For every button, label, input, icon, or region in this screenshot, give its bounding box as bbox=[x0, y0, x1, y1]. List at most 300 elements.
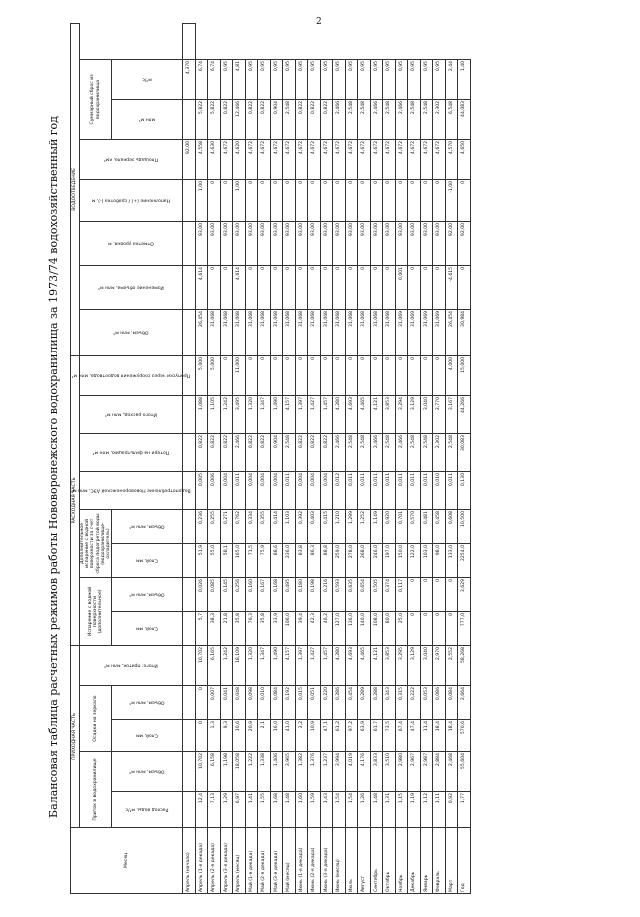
value-cell: 46,2 bbox=[320, 611, 333, 645]
table-row bbox=[345, 23, 358, 893]
water-discharge-header: ВОДООТВЕДЕНИЕ bbox=[71, 23, 80, 355]
value-cell: 5,000 bbox=[195, 355, 208, 395]
value-cell: 31,068 bbox=[270, 309, 283, 355]
total-discharge-header: Суммарный сброс из водохранилища bbox=[80, 59, 112, 139]
value-cell: 4,672 bbox=[245, 139, 258, 179]
value-cell bbox=[183, 99, 196, 139]
value-cell: 1,252 bbox=[358, 509, 371, 543]
value-cell: 4,620 bbox=[233, 139, 246, 179]
value-cell: 0 bbox=[395, 179, 408, 221]
value-cell: 1,088 bbox=[195, 395, 208, 433]
table-row bbox=[233, 23, 246, 893]
value-cell: 0,95 bbox=[333, 59, 346, 99]
table-row bbox=[258, 23, 271, 893]
value-cell: 0 bbox=[358, 265, 371, 309]
value-cell: 18,4 bbox=[433, 720, 446, 752]
month-cell: Май (3-я декада) bbox=[270, 828, 283, 894]
value-cell: 4,370 bbox=[183, 59, 196, 99]
value-cell: 0,048 bbox=[233, 686, 246, 720]
value-cell: 93,00 bbox=[308, 221, 321, 265]
value-cell: 93,00 bbox=[245, 221, 258, 265]
value-cell: 0,593 bbox=[333, 577, 346, 611]
value-cell: 2,466 bbox=[333, 99, 346, 139]
month-cell: Август bbox=[358, 828, 371, 894]
value-cell: 31,068 bbox=[258, 309, 271, 355]
value-cell: 4,465 bbox=[358, 645, 371, 685]
value-cell: 0,403 bbox=[308, 509, 321, 543]
value-cell: 0,026 bbox=[195, 577, 208, 611]
value-cell: 93,00 bbox=[358, 221, 371, 265]
value-cell: 0,145 bbox=[220, 577, 233, 611]
value-cell: 1,320 bbox=[245, 395, 258, 433]
filtration-header: Потери на фильтрацию, млн м³ bbox=[80, 433, 183, 471]
value-cell: 1,222 bbox=[245, 752, 258, 792]
value-cell: 35,8 bbox=[233, 611, 246, 645]
value-cell: 76,3 bbox=[245, 611, 258, 645]
month-cell: Июнь (3-я декада) bbox=[320, 828, 333, 894]
inflow-volume-header: Объем, млн м³ bbox=[112, 752, 183, 792]
value-cell: 0,414 bbox=[270, 509, 283, 543]
value-cell: 3,129 bbox=[408, 645, 421, 685]
value-cell: 44,083 bbox=[458, 99, 471, 139]
value-cell bbox=[183, 645, 196, 685]
value-cell: 0,167 bbox=[258, 577, 271, 611]
month-cell: Апрель (начало) bbox=[183, 828, 196, 894]
value-cell: 0,95 bbox=[370, 59, 383, 99]
value-cell: 0 bbox=[420, 179, 433, 221]
value-cell: 88,6 bbox=[270, 543, 283, 577]
value-cell: 31,068 bbox=[320, 309, 333, 355]
value-cell: 58,268 bbox=[458, 645, 471, 685]
value-cell: 0,084 bbox=[270, 686, 283, 720]
value-cell: 0,004 bbox=[258, 471, 271, 509]
value-cell: 1,00 bbox=[195, 179, 208, 221]
value-cell: 0,004 bbox=[220, 471, 233, 509]
value-cell: 31,068 bbox=[220, 309, 233, 355]
value-cell: 0 bbox=[408, 179, 421, 221]
value-cell: 0,343 bbox=[383, 686, 396, 720]
value-cell: 4,630 bbox=[208, 139, 221, 179]
value-cell: 30,984 bbox=[458, 309, 471, 355]
value-cell: 0,822 bbox=[258, 433, 271, 471]
value-cell: 0 bbox=[408, 611, 421, 645]
value-cell: 0,374 bbox=[383, 577, 396, 611]
value-cell: 1,48 bbox=[370, 792, 383, 828]
value-cell: 3,2 bbox=[295, 720, 308, 752]
value-cell: 2,302 bbox=[433, 99, 446, 139]
evap-layer-header: Слой, мм bbox=[112, 611, 183, 645]
value-cell: 0 bbox=[420, 265, 433, 309]
value-cell: 3,994 bbox=[333, 752, 346, 792]
value-cell: 93,00 bbox=[320, 221, 333, 265]
value-cell: 3,853 bbox=[383, 395, 396, 433]
value-cell: 42,3 bbox=[308, 611, 321, 645]
value-cell bbox=[183, 433, 196, 471]
value-cell: 0,011 bbox=[233, 471, 246, 509]
value-cell: 93,00 bbox=[295, 221, 308, 265]
value-cell: 0 bbox=[283, 355, 296, 395]
value-cell: 86,3 bbox=[308, 543, 321, 577]
value-cell: 15,000 bbox=[458, 355, 471, 395]
value-cell: 0,822 bbox=[295, 99, 308, 139]
value-cell: 278,0 bbox=[345, 543, 358, 577]
value-cell: 5,000 bbox=[208, 355, 221, 395]
recharge-header: Расход воды, м³/с bbox=[112, 792, 183, 828]
value-cell: 4,672 bbox=[433, 139, 446, 179]
value-cell: 0,015 bbox=[295, 686, 308, 720]
value-cell: 6,158 bbox=[208, 752, 221, 792]
value-cell: 0 bbox=[383, 179, 396, 221]
level-header: Отметка уровня, м bbox=[80, 221, 183, 265]
extra-volume-header: Объем, млн м³ bbox=[112, 509, 183, 543]
value-cell: 0 bbox=[433, 265, 446, 309]
value-cell: 0,95 bbox=[270, 59, 283, 99]
value-cell: 0,334 bbox=[245, 509, 258, 543]
value-cell: 1,11 bbox=[433, 792, 446, 828]
value-cell: 0 bbox=[345, 265, 358, 309]
value-cell: 93,00 bbox=[370, 221, 383, 265]
month-cell: Июль bbox=[345, 828, 358, 894]
value-cell: 31,068 bbox=[208, 309, 221, 355]
value-cell: 0,92 bbox=[445, 792, 458, 828]
value-cell: 0 bbox=[258, 265, 271, 309]
value-cell: 268,0 bbox=[358, 543, 371, 577]
value-cell: 0,004 bbox=[308, 471, 321, 509]
value-cell: 0 bbox=[445, 577, 458, 611]
precip-volume-header: Объем, млн м³ bbox=[112, 686, 183, 720]
value-cell: 1,406 bbox=[270, 752, 283, 792]
table-row bbox=[420, 23, 433, 893]
value-cell: 88,8 bbox=[320, 543, 333, 577]
value-cell: 31,068 bbox=[295, 309, 308, 355]
value-cell: 26,454 bbox=[445, 309, 458, 355]
value-cell: 0,95 bbox=[345, 59, 358, 99]
value-cell: 259,0 bbox=[333, 543, 346, 577]
extra-evap-header: Дополнительное испарение с водной поверхности за счет сброса подогретой воды (водохранилище-охладитель) bbox=[80, 509, 112, 577]
table-row bbox=[195, 23, 208, 893]
value-cell: 3,295 bbox=[395, 645, 408, 685]
value-cell: 0,822 bbox=[195, 433, 208, 471]
value-cell: 4,157 bbox=[283, 395, 296, 433]
value-cell: 0,053 bbox=[420, 686, 433, 720]
value-cell bbox=[183, 509, 196, 543]
value-cell: 73,5 bbox=[383, 720, 396, 752]
value-cell: 0,084 bbox=[445, 686, 458, 720]
value-cell: 1,26 bbox=[358, 792, 371, 828]
value-cell: 0,95 bbox=[258, 59, 271, 99]
value-cell: 0,192 bbox=[283, 686, 296, 720]
value-cell: 0,004 bbox=[295, 471, 308, 509]
value-cell: 2,548 bbox=[420, 99, 433, 139]
value-cell: 41,0 bbox=[283, 720, 296, 752]
value-cell: 93,00 bbox=[258, 221, 271, 265]
value-cell: 2,548 bbox=[358, 99, 371, 139]
value-cell: 2,466 bbox=[370, 433, 383, 471]
value-cell: 0,010 bbox=[433, 471, 446, 509]
value-cell: 0 bbox=[283, 179, 296, 221]
value-cell: -4,615 bbox=[445, 265, 458, 309]
value-cell: 0 bbox=[458, 179, 471, 221]
value-cell: 0,286 bbox=[333, 686, 346, 720]
value-cell: 1,427 bbox=[308, 395, 321, 433]
value-cell: 1,103 bbox=[283, 509, 296, 543]
value-cell: 0,822 bbox=[308, 433, 321, 471]
value-cell: 30,083 bbox=[458, 433, 471, 471]
value-cell: 2,44 bbox=[445, 59, 458, 99]
value-cell: 1,242 bbox=[220, 645, 233, 685]
value-cell: 10,500 bbox=[458, 509, 471, 543]
value-cell: 0 bbox=[195, 720, 208, 752]
value-cell: 0 bbox=[395, 355, 408, 395]
value-cell: 4,672 bbox=[295, 139, 308, 179]
value-cell: 0,004 bbox=[270, 471, 283, 509]
value-cell bbox=[183, 752, 196, 792]
value-cell bbox=[183, 543, 196, 577]
total-out-header: Итого расход, млн м³ bbox=[80, 395, 183, 433]
value-cell: 2,548 bbox=[283, 99, 296, 139]
value-cell: 93,00 bbox=[195, 221, 208, 265]
value-cell: 10,702 bbox=[195, 645, 208, 685]
value-cell: 0 bbox=[408, 577, 421, 611]
value-cell: 197,0 bbox=[383, 543, 396, 577]
value-cell: 0,95 bbox=[308, 59, 321, 99]
table-row bbox=[283, 23, 296, 893]
value-cell: 71,5 bbox=[245, 543, 258, 577]
value-cell: 31,068 bbox=[370, 309, 383, 355]
value-cell: 0,570 bbox=[408, 509, 421, 543]
value-cell: 0,216 bbox=[320, 577, 333, 611]
value-cell: 2254,0 bbox=[458, 543, 471, 577]
value-cell: 0,315 bbox=[395, 686, 408, 720]
value-cell bbox=[183, 720, 196, 752]
table-row bbox=[295, 23, 308, 893]
value-cell: 3,965 bbox=[283, 752, 296, 792]
value-cell: 1,457 bbox=[320, 645, 333, 685]
value-cell: 0,355 bbox=[258, 509, 271, 543]
value-cell: 0 bbox=[308, 355, 321, 395]
value-cell: 133,0 bbox=[445, 543, 458, 577]
value-cell: 0,392 bbox=[295, 509, 308, 543]
value-cell: 0,95 bbox=[295, 59, 308, 99]
flow-volume-header: Объем, млн м³ bbox=[80, 309, 183, 355]
value-cell: 2,548 bbox=[345, 99, 358, 139]
value-cell: 2,967 bbox=[408, 752, 421, 792]
value-cell: 0,95 bbox=[245, 59, 258, 99]
value-cell: 1,12 bbox=[420, 792, 433, 828]
value-cell: 0 bbox=[420, 355, 433, 395]
value-cell: 0,822 bbox=[320, 99, 333, 139]
value-cell: 31,068 bbox=[245, 309, 258, 355]
value-cell: 2,987 bbox=[420, 752, 433, 792]
value-cell: 2,466 bbox=[333, 433, 346, 471]
value-cell: 4,157 bbox=[283, 645, 296, 685]
value-cell: 31,068 bbox=[383, 309, 396, 355]
value-cell: 9,3 bbox=[220, 720, 233, 752]
value-cell: 0,160 bbox=[245, 577, 258, 611]
value-cell: 1,347 bbox=[258, 645, 271, 685]
value-cell: 67,4 bbox=[395, 720, 408, 752]
value-cell: 0,007 bbox=[208, 686, 221, 720]
value-cell: 0 bbox=[370, 179, 383, 221]
value-cell: 4,558 bbox=[195, 139, 208, 179]
value-cell: 3,040 bbox=[420, 645, 433, 685]
value-cell: 0,635 bbox=[345, 577, 358, 611]
value-cell: 2,770 bbox=[433, 395, 446, 433]
value-cell: 7,13 bbox=[208, 792, 221, 828]
table-row bbox=[308, 23, 321, 893]
value-cell: 0 bbox=[458, 265, 471, 309]
storage-change-header: Изменение объема, млн м³ bbox=[80, 265, 183, 309]
value-cell: 0,608 bbox=[445, 509, 458, 543]
value-cell: 127,0 bbox=[333, 611, 346, 645]
value-cell: 2,552 bbox=[445, 645, 458, 685]
value-cell: 51,9 bbox=[195, 543, 208, 577]
month-cell: Январь bbox=[420, 828, 433, 894]
value-cell: 0 bbox=[433, 355, 446, 395]
value-cell: 1,198 bbox=[220, 752, 233, 792]
value-cell: 150,0 bbox=[395, 543, 408, 577]
value-cell: 4,121 bbox=[370, 395, 383, 433]
value-cell: 0 bbox=[358, 355, 371, 395]
value-cell: 777,0 bbox=[458, 611, 471, 645]
value-cell: 31,068 bbox=[233, 309, 246, 355]
value-cell bbox=[183, 686, 196, 720]
table-row bbox=[333, 23, 346, 893]
month-cell: Сентябрь bbox=[370, 828, 383, 894]
value-cell: 0,822 bbox=[220, 99, 233, 139]
value-cell: 0 bbox=[295, 179, 308, 221]
value-cell: 0,117 bbox=[395, 577, 408, 611]
table-row bbox=[433, 23, 446, 893]
value-cell bbox=[183, 611, 196, 645]
table-row bbox=[370, 23, 383, 893]
value-cell: 93,00 bbox=[408, 221, 421, 265]
value-cell: 25,0 bbox=[395, 611, 408, 645]
discharge-rate-header: м³/с bbox=[112, 59, 183, 99]
value-cell: 1,457 bbox=[320, 395, 333, 433]
value-cell: 31,068 bbox=[345, 309, 358, 355]
value-cell: 0 bbox=[295, 265, 308, 309]
month-cell: Март bbox=[445, 828, 458, 894]
npp-header: Водопотребление Нововоронежской АЭС, млн м³ bbox=[80, 471, 183, 509]
month-cell: Октябрь bbox=[383, 828, 396, 894]
value-cell: 0,822 bbox=[258, 99, 271, 139]
value-cell: 0,904 bbox=[270, 99, 283, 139]
value-cell: 31,069 bbox=[433, 309, 446, 355]
value-cell: 10,9 bbox=[308, 720, 321, 752]
value-cell: 108,0 bbox=[370, 611, 383, 645]
document-title: Балансовая таблица расчетных режимов работы Нововоронежского водохранилища за 1973/74 водохозяйственный год bbox=[47, 116, 60, 818]
value-cell: 3,167 bbox=[445, 395, 458, 433]
value-cell: 0 bbox=[445, 611, 458, 645]
value-cell: 0 bbox=[433, 179, 446, 221]
value-cell: 3,040 bbox=[420, 395, 433, 433]
value-cell: 1,338 bbox=[258, 752, 271, 792]
value-cell: 61,2 bbox=[333, 720, 346, 752]
value-cell: 1,237 bbox=[320, 752, 333, 792]
value-cell: 80,0 bbox=[383, 611, 396, 645]
value-cell: 21,8 bbox=[220, 611, 233, 645]
value-cell: 4,672 bbox=[383, 139, 396, 179]
value-cell bbox=[183, 265, 196, 309]
value-cell: 0,95 bbox=[408, 59, 421, 99]
value-cell: 0 bbox=[245, 265, 258, 309]
value-cell: 0 bbox=[245, 179, 258, 221]
value-cell: 18,058 bbox=[233, 752, 246, 792]
value-cell: 31,068 bbox=[283, 309, 296, 355]
value-cell: 0 bbox=[258, 179, 271, 221]
value-cell: 0,822 bbox=[220, 433, 233, 471]
value-cell: 0,041 bbox=[220, 686, 233, 720]
value-cell: 0,010 bbox=[258, 686, 271, 720]
table-row bbox=[408, 23, 421, 893]
value-cell: 0,011 bbox=[445, 471, 458, 509]
value-cell: 6,165 bbox=[208, 645, 221, 685]
value-cell: 1,210 bbox=[333, 509, 346, 543]
value-cell: 0 bbox=[270, 265, 283, 309]
value-cell bbox=[183, 309, 196, 355]
value-cell: 98,0 bbox=[433, 543, 446, 577]
value-cell bbox=[183, 23, 196, 59]
inflow-header: Приток в водохранилище bbox=[80, 752, 112, 828]
value-cell: 0,95 bbox=[320, 59, 333, 99]
value-cell: 4,693 bbox=[345, 395, 358, 433]
value-cell: 1,397 bbox=[295, 395, 308, 433]
value-cell: 0,505 bbox=[370, 577, 383, 611]
value-cell: 0,95 bbox=[433, 59, 446, 99]
value-cell: 3,629 bbox=[458, 577, 471, 611]
value-cell: 0,920 bbox=[383, 509, 396, 543]
value-cell: 0,822 bbox=[308, 99, 321, 139]
value-cell: 4,121 bbox=[370, 645, 383, 685]
month-cell: Май (1-я декада) bbox=[245, 828, 258, 894]
value-cell: 103,0 bbox=[420, 543, 433, 577]
value-cell: 1,54 bbox=[333, 792, 346, 828]
value-cell: 55,0 bbox=[208, 543, 221, 577]
value-cell: 0,95 bbox=[395, 59, 408, 99]
value-cell: 1,376 bbox=[308, 752, 321, 792]
value-cell: 93,00 bbox=[433, 221, 446, 265]
value-cell: 58,1 bbox=[220, 543, 233, 577]
value-cell: 1,41 bbox=[245, 792, 258, 828]
value-cell: 0,011 bbox=[395, 471, 408, 509]
value-cell: 0,011 bbox=[283, 471, 296, 509]
value-cell: 92,00 bbox=[445, 221, 458, 265]
value-cell: 92,00 bbox=[458, 221, 471, 265]
value-cell: 1,59 bbox=[308, 792, 321, 828]
value-cell: 0 bbox=[345, 355, 358, 395]
value-cell: 4,672 bbox=[358, 139, 371, 179]
value-cell: 39,4 bbox=[295, 611, 308, 645]
area-header: Площадь зеркала, км² bbox=[80, 139, 183, 179]
month-cell: Декабрь bbox=[408, 828, 421, 894]
value-cell: 2,468 bbox=[445, 752, 458, 792]
value-cell: 2,548 bbox=[358, 433, 371, 471]
value-cell: 1,55 bbox=[258, 792, 271, 828]
value-cell: 11,4 bbox=[420, 720, 433, 752]
value-cell: 0,256 bbox=[233, 577, 246, 611]
value-cell: 1,00 bbox=[233, 179, 246, 221]
value-cell: 0,822 bbox=[208, 433, 221, 471]
value-cell: 0,95 bbox=[358, 59, 371, 99]
value-cell: 2,466 bbox=[395, 99, 408, 139]
value-cell: 5,822 bbox=[195, 99, 208, 139]
value-cell: 6,97 bbox=[233, 792, 246, 828]
value-cell: 31,068 bbox=[333, 309, 346, 355]
value-cell: 0 bbox=[208, 265, 221, 309]
value-cell: 1,3 bbox=[208, 720, 221, 752]
balance-table bbox=[70, 23, 471, 894]
